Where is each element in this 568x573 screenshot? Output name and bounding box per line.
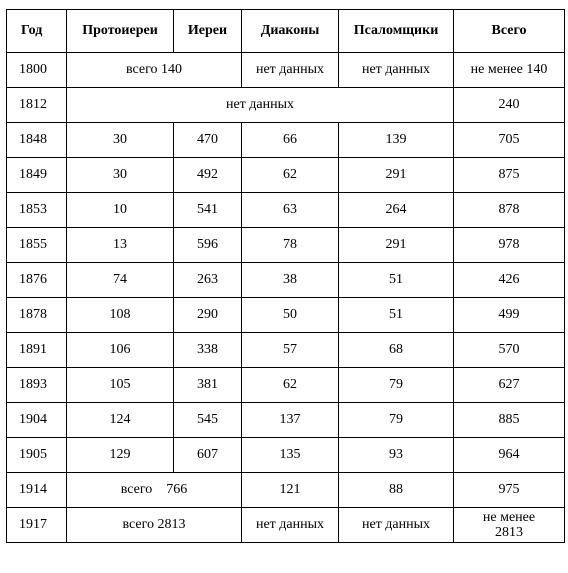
table-row (7, 158, 565, 193)
table-row (7, 438, 565, 473)
cell-total: 885 (454, 403, 565, 438)
cell-deacons: 78 (242, 228, 339, 263)
header-psalmists: Псаломщики (339, 10, 454, 53)
cell-total: 875 (454, 158, 565, 193)
cell-total: 705 (454, 123, 565, 158)
cell-deacons: 62 (242, 368, 339, 403)
cell-year: 1893 (7, 368, 67, 403)
cell-deacons: нет данных (242, 508, 339, 543)
cell-total: 570 (454, 333, 565, 368)
cell-deacons: 63 (242, 193, 339, 228)
cell-clergy-merged: всего 2813 (67, 508, 242, 543)
cell-psalmists: 68 (339, 333, 454, 368)
cell-psalmists: 291 (339, 228, 454, 263)
table-row (7, 193, 565, 228)
table-row (7, 473, 565, 508)
header-year: Год (7, 10, 67, 53)
cell-psalmists: 79 (339, 368, 454, 403)
cell-year: 1848 (7, 123, 67, 158)
cell-year: 1917 (7, 508, 67, 543)
cell-total-line-1: не менее (482, 510, 536, 525)
cell-psalmists: 93 (339, 438, 454, 473)
cell-deacons: 137 (242, 403, 339, 438)
header-priests: Иереи (174, 10, 242, 53)
cell-deacons: 50 (242, 298, 339, 333)
cell-psalmists: 51 (339, 263, 454, 298)
cell-priests: 381 (174, 368, 242, 403)
cell-deacons: 62 (242, 158, 339, 193)
cell-priests: 290 (174, 298, 242, 333)
cell-total: 627 (454, 368, 565, 403)
cell-psalmists: 264 (339, 193, 454, 228)
cell-total: 975 (454, 473, 565, 508)
cell-total: 426 (454, 263, 565, 298)
cell-total: 240 (454, 88, 565, 123)
cell-total-line-2: 2813 (495, 525, 523, 540)
cell-archpriests: 30 (67, 123, 174, 158)
cell-year: 1914 (7, 473, 67, 508)
cell-archpriests: 129 (67, 438, 174, 473)
cell-deacons: нет данных (242, 53, 339, 88)
cell-year: 1855 (7, 228, 67, 263)
table-row (7, 263, 565, 298)
table-row (7, 333, 565, 368)
cell-priests: 263 (174, 263, 242, 298)
cell-total (454, 508, 565, 543)
cell-year: 1812 (7, 88, 67, 123)
cell-psalmists: нет данных (339, 53, 454, 88)
cell-deacons: 57 (242, 333, 339, 368)
cell-clergy-merged: всего 140 (67, 53, 242, 88)
cell-year: 1878 (7, 298, 67, 333)
cell-archpriests: 30 (67, 158, 174, 193)
cell-psalmists: 291 (339, 158, 454, 193)
table-row (7, 508, 565, 543)
table-row (7, 53, 565, 88)
cell-priests: 607 (174, 438, 242, 473)
header-archpriests: Протоиереи (67, 10, 174, 53)
cell-clergy-merged: всего 766 (67, 473, 242, 508)
header-deacons: Диаконы (242, 10, 339, 53)
cell-priests: 545 (174, 403, 242, 438)
table-row (7, 368, 565, 403)
cell-archpriests: 106 (67, 333, 174, 368)
cell-deacons: 135 (242, 438, 339, 473)
cell-psalmists: 139 (339, 123, 454, 158)
cell-archpriests: 108 (67, 298, 174, 333)
header-row (7, 10, 565, 53)
cell-total: не менее 140 (454, 53, 565, 88)
cell-total: 978 (454, 228, 565, 263)
cell-merged-all: нет данных (67, 88, 454, 123)
cell-year: 1853 (7, 193, 67, 228)
clergy-table (6, 9, 565, 543)
cell-priests: 596 (174, 228, 242, 263)
cell-archpriests: 124 (67, 403, 174, 438)
cell-year: 1905 (7, 438, 67, 473)
cell-year: 1891 (7, 333, 67, 368)
table-row (7, 123, 565, 158)
cell-archpriests: 10 (67, 193, 174, 228)
cell-year: 1849 (7, 158, 67, 193)
cell-archpriests: 105 (67, 368, 174, 403)
cell-priests: 470 (174, 123, 242, 158)
cell-year: 1800 (7, 53, 67, 88)
cell-priests: 541 (174, 193, 242, 228)
table-row (7, 403, 565, 438)
cell-archpriests: 74 (67, 263, 174, 298)
table-row (7, 88, 565, 123)
cell-archpriests: 13 (67, 228, 174, 263)
cell-total: 499 (454, 298, 565, 333)
table-row (7, 228, 565, 263)
cell-year: 1904 (7, 403, 67, 438)
cell-priests: 338 (174, 333, 242, 368)
header-total: Всего (454, 10, 565, 53)
table-row (7, 298, 565, 333)
cell-psalmists: нет данных (339, 508, 454, 543)
cell-deacons: 38 (242, 263, 339, 298)
cell-deacons: 66 (242, 123, 339, 158)
cell-psalmists: 88 (339, 473, 454, 508)
cell-year: 1876 (7, 263, 67, 298)
cell-psalmists: 51 (339, 298, 454, 333)
cell-total: 964 (454, 438, 565, 473)
cell-deacons: 121 (242, 473, 339, 508)
cell-priests: 492 (174, 158, 242, 193)
cell-total: 878 (454, 193, 565, 228)
cell-psalmists: 79 (339, 403, 454, 438)
